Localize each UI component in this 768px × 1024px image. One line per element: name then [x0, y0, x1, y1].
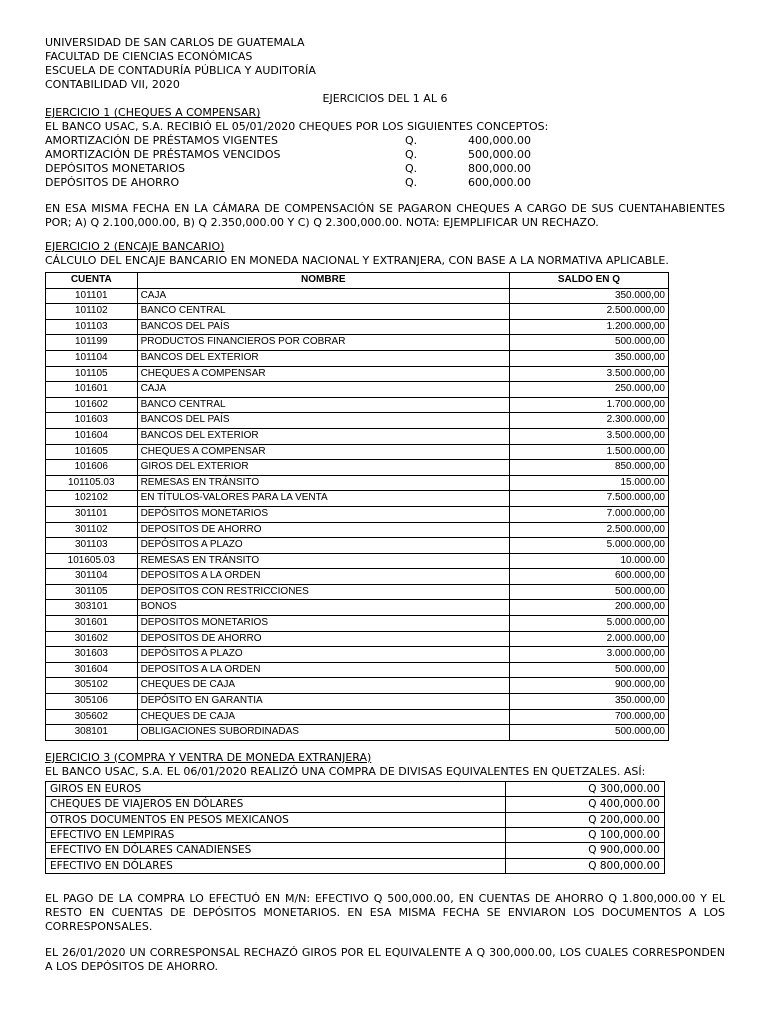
account-name: DEPOSITOS DE AHORRO — [137, 522, 509, 538]
table-row — [46, 413, 669, 429]
table-row — [46, 662, 669, 678]
account-name: BANCO CENTRAL — [137, 397, 509, 413]
table-row — [46, 569, 669, 585]
account-code: 101104 — [46, 350, 138, 366]
account-code: 101605.03 — [46, 553, 138, 569]
spacer — [45, 741, 725, 751]
account-balance: 3.500.000,00 — [509, 366, 668, 382]
exercise-2-intro: CÁLCULO DEL ENCAJE BANCARIO EN MONEDA NACIONAL Y EXTRANJERA, CON BASE A LA NORMATIVA APLICABLE. — [45, 254, 669, 267]
account-balance: 350.000,00 — [509, 288, 668, 304]
account-code: 301104 — [46, 569, 138, 585]
account-name: DEPÓSITOS A PLAZO — [137, 647, 509, 663]
currency-concept: GIROS EN EUROS — [46, 781, 506, 796]
account-balance: 500.000,00 — [509, 662, 668, 678]
account-name: BANCO CENTRAL — [137, 304, 509, 320]
account-code: 102102 — [46, 491, 138, 507]
currency-concept: EFECTIVO EN DÓLARES CANADIENSES — [46, 843, 506, 858]
divisas-table-body — [46, 781, 665, 873]
currency-concept: EFECTIVO EN LEMPIRAS — [46, 828, 506, 843]
account-code: 301101 — [46, 506, 138, 522]
account-code: 101102 — [46, 304, 138, 320]
account-code: 305602 — [46, 709, 138, 725]
exercise-3-heading: EJERCICIO 3 (COMPRA Y VENTRA DE MONEDA EXTRANJERA) — [45, 750, 372, 764]
account-code: 301604 — [46, 662, 138, 678]
account-name: EN TÍTULOS-VALORES PARA LA VENTA — [137, 491, 509, 507]
account-balance: 2.500.000,00 — [509, 304, 668, 320]
account-code: 301105 — [46, 584, 138, 600]
header-faculty: FACULTAD DE CIENCIAS ECONÓMICAS — [45, 50, 253, 63]
account-code: 301603 — [46, 647, 138, 663]
account-balance: 850.000,00 — [509, 460, 668, 476]
account-balance: 600.000,00 — [509, 569, 668, 585]
account-name: REMESAS EN TRÁNSITO — [137, 475, 509, 491]
header-university: UNIVERSIDAD DE SAN CARLOS DE GUATEMALA — [45, 36, 305, 49]
column-header-cuenta: CUENTA — [46, 273, 138, 289]
account-balance: 1.200.000,00 — [509, 319, 668, 335]
account-balance: 2.000.000,00 — [509, 631, 668, 647]
table-row — [46, 600, 669, 616]
currency-amount: Q 400,000.00 — [506, 797, 665, 812]
table-row — [46, 858, 665, 873]
concept-item — [45, 148, 725, 162]
account-balance: 200.000,00 — [509, 600, 668, 616]
account-balance: 7.500.000,00 — [509, 491, 668, 507]
account-balance: 250.000,00 — [509, 382, 668, 398]
currency-amount: Q 100,000.00 — [506, 828, 665, 843]
column-header-saldo: SALDO EN Q — [509, 273, 668, 289]
concept-item — [45, 162, 725, 176]
table-row — [46, 397, 669, 413]
table-row — [46, 304, 669, 320]
account-name: OBLIGACIONES SUBORDINADAS — [137, 725, 509, 741]
table-row — [46, 350, 669, 366]
account-balance: 500.000,00 — [509, 584, 668, 600]
account-balance: 700.000,00 — [509, 709, 668, 725]
concept-item — [45, 134, 725, 148]
account-name: BANCOS DEL EXTERIOR — [137, 350, 509, 366]
table-row — [46, 460, 669, 476]
account-name: DEPOSITOS A LA ORDEN — [137, 569, 509, 585]
table-row — [46, 319, 669, 335]
header-course: CONTABILIDAD VII, 2020 — [45, 78, 180, 91]
table-row — [46, 725, 669, 741]
account-code: 101199 — [46, 335, 138, 351]
account-balance: 5.000.000,00 — [509, 538, 668, 554]
exercise-1-heading: EJERCICIO 1 (CHEQUES A COMPENSAR) — [45, 106, 261, 119]
currency-symbol: Q. — [405, 162, 418, 175]
concept-item — [45, 176, 725, 190]
account-code: 301103 — [46, 538, 138, 554]
account-code: 301102 — [46, 522, 138, 538]
account-code: 303101 — [46, 600, 138, 616]
account-name: REMESAS EN TRÁNSITO — [137, 553, 509, 569]
account-code: 305102 — [46, 678, 138, 694]
table-row — [46, 335, 669, 351]
account-balance: 500.000,00 — [509, 725, 668, 741]
account-code: 301602 — [46, 631, 138, 647]
document-page — [45, 36, 725, 974]
concept-label: AMORTIZACIÓN DE PRÉSTAMOS VIGENTES — [45, 134, 278, 147]
table-row — [46, 781, 665, 796]
account-name: GIROS DEL EXTERIOR — [137, 460, 509, 476]
account-name: DEPÓSITO EN GARANTIA — [137, 694, 509, 710]
concept-amount: 800,000.00 — [468, 162, 531, 175]
exercise-3-paragraph-1: EL PAGO DE LA COMPRA LO EFECTUÓ EN M/N: EFECTIVO Q 500,000.00, EN CUENTAS DE AHORRO Q 1.800,000.00 Y EL RESTO EN CUENTAS DE DEPÓSITOS MONETARIOS. EN ESA MISMA FECHA SE ENVIARON LOS DOCUMENTOS A LOS CORRESPONSALES. — [45, 892, 725, 934]
encaje-table-body — [46, 288, 669, 740]
account-name: CHEQUES DE CAJA — [137, 709, 509, 725]
table-row — [46, 553, 669, 569]
account-name: DEPOSITOS DE AHORRO — [137, 631, 509, 647]
table-header-row — [46, 273, 669, 289]
account-name: DEPÓSITOS MONETARIOS — [137, 506, 509, 522]
currency-amount: Q 200,000.00 — [506, 812, 665, 827]
account-code: 301601 — [46, 616, 138, 632]
exercise-2-heading: EJERCICIO 2 (ENCAJE BANCARIO) — [45, 240, 225, 253]
currency-symbol: Q. — [405, 176, 418, 189]
concept-amount: 500,000.00 — [468, 148, 531, 161]
account-name: CHEQUES DE CAJA — [137, 678, 509, 694]
account-name: CAJA — [137, 382, 509, 398]
concept-amount: 400,000.00 — [468, 134, 531, 147]
table-row — [46, 797, 665, 812]
table-row — [46, 475, 669, 491]
exercise-1-intro: EL BANCO USAC, S.A. RECIBIÓ EL 05/01/2020 CHEQUES POR LOS SIGUIENTES CONCEPTOS: — [45, 120, 549, 133]
account-balance: 500.000,00 — [509, 335, 668, 351]
account-name: DEPOSITOS A LA ORDEN — [137, 662, 509, 678]
account-balance: 3.500.000,00 — [509, 428, 668, 444]
account-name: CHEQUES A COMPENSAR — [137, 444, 509, 460]
table-row — [46, 491, 669, 507]
table-row — [46, 506, 669, 522]
table-row — [46, 694, 669, 710]
column-header-nombre: NOMBRE — [137, 273, 509, 289]
currency-concept: OTROS DOCUMENTOS EN PESOS MEXICANOS — [46, 812, 506, 827]
exercise-3-intro: EL BANCO USAC, S.A. EL 06/01/2020 REALIZÓ UNA COMPRA DE DIVISAS EQUIVALENTES EN QUETZALES. ASÍ: — [45, 764, 646, 778]
account-code: 101601 — [46, 382, 138, 398]
exercise-3-paragraph-2: EL 26/01/2020 UN CORRESPONSAL RECHAZÓ GIROS POR EL EQUIVALENTE A Q 300,000.00, LOS CUALES CORRESPONDEN A LOS DEPÓSITOS DE AHORRO. — [45, 946, 725, 974]
account-name: DEPÓSITOS A PLAZO — [137, 538, 509, 554]
table-row — [46, 843, 665, 858]
account-code: 101606 — [46, 460, 138, 476]
account-balance: 3.000.000,00 — [509, 647, 668, 663]
account-code: 101603 — [46, 413, 138, 429]
account-code: 101105.03 — [46, 475, 138, 491]
exercise-1-items — [45, 134, 725, 190]
table-row — [46, 584, 669, 600]
account-name: DEPOSITOS CON RESTRICCIONES — [137, 584, 509, 600]
currency-amount: Q 300,000.00 — [506, 781, 665, 796]
spacer — [45, 230, 725, 240]
account-balance: 350.000,00 — [509, 350, 668, 366]
account-name: CHEQUES A COMPENSAR — [137, 366, 509, 382]
table-row — [46, 631, 669, 647]
account-balance: 2.300.000,00 — [509, 413, 668, 429]
concept-label: DEPÓSITOS DE AHORRO — [45, 176, 180, 189]
account-balance: 2.500.000,00 — [509, 522, 668, 538]
table-row — [46, 678, 669, 694]
account-code: 101101 — [46, 288, 138, 304]
document-title: EJERCICIOS DEL 1 AL 6 — [322, 92, 448, 105]
account-name: DEPOSITOS MONETARIOS — [137, 616, 509, 632]
account-balance: 7.000.000,00 — [509, 506, 668, 522]
table-row — [46, 538, 669, 554]
table-row — [46, 647, 669, 663]
account-code: 101604 — [46, 428, 138, 444]
account-balance: 1.500.000,00 — [509, 444, 668, 460]
table-row — [46, 382, 669, 398]
table-row — [46, 288, 669, 304]
account-code: 101103 — [46, 319, 138, 335]
table-row — [46, 812, 665, 827]
header-school: ESCUELA DE CONTADURÍA PÚBLICA Y AUDITORÍA — [45, 64, 316, 77]
account-code: 101105 — [46, 366, 138, 382]
concept-label: AMORTIZACIÓN DE PRÉSTAMOS VENCIDOS — [45, 148, 281, 161]
table-row — [46, 616, 669, 632]
currency-amount: Q 900,000.00 — [506, 843, 665, 858]
account-name: BANCOS DEL PAÍS — [137, 413, 509, 429]
account-name: BANCOS DEL EXTERIOR — [137, 428, 509, 444]
exercise-1-paragraph: EN ESA MISMA FECHA EN LA CÁMARA DE COMPENSACIÓN SE PAGARON CHEQUES A CARGO DE SUS CUENTAHABIENTES POR; A) Q 2.100,000.00, B) Q 2.350,000.00 Y C) Q 2.300,000.00. NOTA: EJEMPLIFICAR UN RECHAZO. — [45, 202, 725, 229]
table-row — [46, 428, 669, 444]
account-balance: 350.000,00 — [509, 694, 668, 710]
table-row — [46, 709, 669, 725]
currency-symbol: Q. — [405, 134, 418, 147]
account-name: CAJA — [137, 288, 509, 304]
currency-concept: EFECTIVO EN DÓLARES — [46, 858, 506, 873]
encaje-table — [45, 272, 669, 741]
account-balance: 15.000.00 — [509, 475, 668, 491]
table-row — [46, 366, 669, 382]
table-row — [46, 828, 665, 843]
account-balance: 5.000.000,00 — [509, 616, 668, 632]
account-name: BANCOS DEL PAÍS — [137, 319, 509, 335]
concept-amount: 600,000.00 — [468, 176, 531, 189]
account-name: PRODUCTOS FINANCIEROS POR COBRAR — [137, 335, 509, 351]
table-row — [46, 522, 669, 538]
account-balance: 10.000.00 — [509, 553, 668, 569]
account-balance: 900.000,00 — [509, 678, 668, 694]
currency-amount: Q 800,000.00 — [506, 858, 665, 873]
account-code: 305106 — [46, 694, 138, 710]
account-balance: 1.700.000,00 — [509, 397, 668, 413]
account-code: 101602 — [46, 397, 138, 413]
account-name: BONOS — [137, 600, 509, 616]
table-row — [46, 444, 669, 460]
account-code: 101605 — [46, 444, 138, 460]
currency-symbol: Q. — [405, 148, 418, 161]
concept-label: DEPÓSITOS MONETARIOS — [45, 162, 186, 175]
account-code: 308101 — [46, 725, 138, 741]
currency-concept: CHEQUES DE VIAJEROS EN DÓLARES — [46, 797, 506, 812]
divisas-table — [45, 781, 665, 874]
